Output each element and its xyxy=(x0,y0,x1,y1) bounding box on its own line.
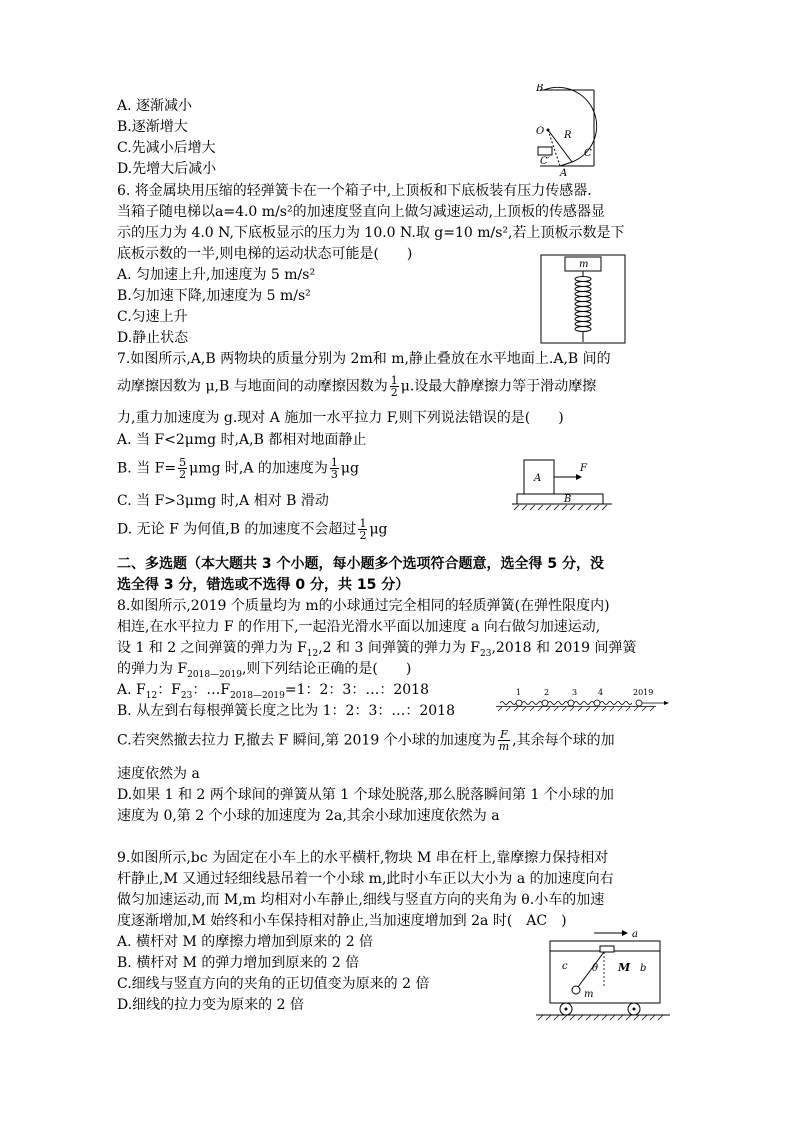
fig5-label-Cp: C′ xyxy=(540,156,550,167)
q6-line-3: 示的压力为 4.0 N,下底板显示的压力为 10.0 N.取 g=10 m/s²,若上顶板示数是下 xyxy=(117,225,625,241)
q9-line-4: 度逐渐增加,M 始终和小车保持相对静止,当加速度增加到 2a 时( AC ) xyxy=(117,913,567,929)
fig9-label-theta: θ xyxy=(592,963,599,974)
q6-line-4: 底板示数的一半,则电梯的运动状态可能是( ) xyxy=(117,246,413,262)
q7-option-c: C. 当 F>3μmg 时,A 相对 B 滑动 xyxy=(117,493,329,509)
q6-option-d: D.静止状态 xyxy=(117,330,189,346)
fig5-label-B: B xyxy=(536,84,544,94)
q8-option-d-line-1: D.如果 1 和 2 两个球间的弹簧从第 1 个球处脱落,那么脱落瞬间第 1 个小球的加 xyxy=(117,787,614,803)
q8-option-b: B. 从左到右每根弹簧长度之比为 1：2：3：…：2018 xyxy=(117,703,455,719)
q8-line-3: 设 1 和 2 之间弹簧的弹力为 $F_{12},2$ 和 3 间弹簧的弹力为 $F_{23},2018$ 和 2019 间弹簧 xyxy=(117,640,637,659)
q7-line-3: 力,重力加速度为 g.现对 A 施加一水平拉力 F,则下列说法错误的是( ) xyxy=(117,410,564,426)
q6-line-2: 当箱子随电梯以a=4.0 m/s²的加速度竖直向上做匀减速运动,上顶板的传感器显 xyxy=(117,204,606,220)
q8-option-a: A. $F_{12}$：$F_{23}$：$\dots F_{2018—2019}=1$：2：3：…：2018 xyxy=(117,682,429,701)
q8-line-4: 的弹力为 $F_{2018—2019}$,则下列结论正确的是( ) xyxy=(117,661,412,680)
q9-line-2: 杆静止,M 又通过轻细线悬吊着一个小球 m,此时小车正以大小为 a 的加速度向右 xyxy=(117,871,614,887)
q9-figure xyxy=(536,925,676,1021)
fraction-one-half: $\frac{1}{2}$ xyxy=(359,517,367,542)
q9-option-b: B. 横杆对 M 的弹力增加到原来的 2 倍 xyxy=(117,955,360,971)
fig8-label-1: 1 xyxy=(516,688,522,697)
q6-line-1: 6. 将金属块用压缩的轻弹簧卡在一个箱子中,上顶板和下底板装有压力传感器. xyxy=(117,183,592,199)
q8-option-c: C.若突然撤去拉力 F,撤去 F 瞬间,第 2019 个小球的加速度为 $\frac{F}{m}$ ,其余每个球的加 xyxy=(117,728,615,753)
q9-option-d: D.细线的拉力变为原来的 2 倍 xyxy=(117,997,304,1013)
q6-option-a: A. 匀加速上升,加速度为 5 m/s² xyxy=(117,267,316,283)
fig8-label-2019: 2019 xyxy=(633,688,654,697)
q7-line-2: 动摩擦因数为 μ,B 与地面间的动摩擦因数为 $\frac{1}{2}$ μ.设最大静摩擦力等于滑动摩擦 xyxy=(117,374,597,399)
fraction-one-third: $\frac{1}{3}$ xyxy=(330,456,338,481)
fraction-five-halves: $\frac{5}{2}$ xyxy=(179,456,187,481)
fig7-label-B: B xyxy=(564,494,572,505)
fig9-label-M: M xyxy=(618,961,631,974)
q5-option-a: A. 逐渐减小 xyxy=(117,98,193,114)
q6-figure xyxy=(540,254,626,344)
q5-option-b: B.逐渐增大 xyxy=(117,119,188,135)
section2-heading-line-2: 选全得 3 分，错选或不选得 0 分，共 15 分） xyxy=(117,577,410,593)
fig7-label-A: A xyxy=(534,473,542,484)
fig5-label-R: R xyxy=(564,130,572,141)
fraction-F-over-m: $\frac{F}{m}$ xyxy=(498,728,510,753)
q5-option-d: D.先增大后减小 xyxy=(117,161,217,177)
fig9-label-m: m xyxy=(584,989,594,1000)
q9-option-c: C.细线与竖直方向的夹角的正切值变为原来的 2 倍 xyxy=(117,976,430,992)
fig8-label-2: 2 xyxy=(544,688,550,697)
fig6-label-m: m xyxy=(579,259,589,270)
q7-option-d: D. 无论 F 为何值,B 的加速度不会超过 $\frac{1}{2}$ μg xyxy=(117,517,388,542)
fraction-one-half: $\frac{1}{2}$ xyxy=(390,374,398,399)
fig7-label-F: F xyxy=(580,463,587,474)
q8-line-2: 相连,在水平拉力 F 的作用下,一起沿光滑水平面以加速度 a 向右做匀加速运动, xyxy=(117,619,601,635)
q7-option-a: A. 当 F<2μmg 时,A,B 都相对地面静止 xyxy=(117,432,367,448)
q9-line-1: 9.如图所示,bc 为固定在小车上的水平横杆,物块 M 串在杆上,靠摩擦力保持相对 xyxy=(117,850,609,866)
q9-option-a: A. 横杆对 M 的摩擦力增加到原来的 2 倍 xyxy=(117,934,374,950)
q7-figure xyxy=(512,458,612,514)
fig5-label-C: C xyxy=(584,148,592,159)
q5-figure xyxy=(530,84,610,180)
fig8-label-4: 4 xyxy=(598,688,604,697)
fig9-label-b: b xyxy=(640,963,647,974)
fig5-label-A: A xyxy=(560,168,568,179)
q7-line-1: 7.如图所示,A,B 两物块的质量分别为 2m和 m,静止叠放在水平地面上.A,B 间的 xyxy=(117,351,611,367)
fig8-label-3: 3 xyxy=(572,688,578,697)
q8-option-c-cont: 速度依然为 a xyxy=(117,766,200,782)
q8-line-1: 8.如图所示,2019 个质量均为 m的小球通过完全相同的轻质弹簧(在弹性限度内) xyxy=(117,598,610,614)
section2-heading-line-1: 二、多选题（本大题共 3 个小题，每小题多个选项符合题意，选全得 5 分，没 xyxy=(117,556,604,572)
q8-option-d-line-2: 速度为 0,第 2 个小球的加速度为 2a,其余小球加速度依然为 a xyxy=(117,808,500,824)
q8-figure xyxy=(496,686,672,712)
q5-option-c: C.先减小后增大 xyxy=(117,140,216,156)
q9-line-3: 做匀加速运动,而 M,m 均相对小车静止,细线与竖直方向的夹角为 θ.小车的加速 xyxy=(117,892,605,908)
fig9-label-a: a xyxy=(632,929,638,940)
fig5-label-O: O xyxy=(536,126,545,137)
q6-option-b: B.匀加速下降,加速度为 5 m/s² xyxy=(117,288,311,304)
q6-option-c: C.匀速上升 xyxy=(117,309,188,325)
fig9-label-c: c xyxy=(562,961,568,972)
q7-option-b: B. 当 F= $\frac{5}{2}$ μmg 时,A 的加速度为 $\frac{1}{3}$ μg xyxy=(117,456,359,481)
